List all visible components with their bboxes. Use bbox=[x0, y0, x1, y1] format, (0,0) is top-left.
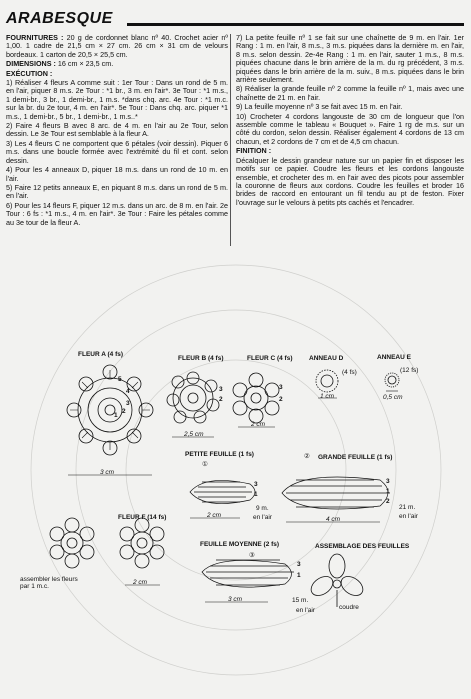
feuille-moyenne-num-3: 3 bbox=[297, 561, 301, 568]
dimensions-text: 16 cm × 23,5 cm. bbox=[55, 59, 114, 69]
fleur-a-num-3: 3 bbox=[126, 400, 130, 407]
anneau-e-dimension: 0,5 cm bbox=[383, 394, 403, 401]
step-4: 4) Pour les 4 anneaux D, piquer 18 m.s. dans un rond de 10 m. en l'air. bbox=[6, 165, 228, 183]
finition-label: FINITION : bbox=[236, 146, 272, 156]
grande-feuille-num-2: 2 bbox=[386, 498, 390, 505]
assembler-fleurs-note: assembler les fleurs par 1 m.c. bbox=[20, 576, 78, 590]
en-lair-label-1: en l'air bbox=[253, 514, 272, 521]
anneau-e-label: ANNEAU E bbox=[377, 354, 411, 361]
fleur-b-dimension: 2,5 cm bbox=[184, 431, 204, 438]
fleur-f-dimension: 2 cm bbox=[133, 579, 148, 586]
grande-feuille-label: GRANDE FEUILLE (1 fs) bbox=[318, 454, 393, 461]
feuille-moyenne-dimension: 3 cm bbox=[228, 596, 243, 603]
anneau-d-diagram bbox=[316, 370, 338, 392]
fleur-b-num-3: 3 bbox=[219, 386, 223, 393]
coudre-label: coudre bbox=[339, 604, 359, 611]
step-7: 7) La petite feuille nº 1 se fait sur une chaînette de 9 m. en l'air. 1er Rang : 1 m. en l'air, 8 m.s., 3 m.s. piquées dans la dernière m. en l'air, 8 m.s. selon dessin. 2e-4e Rang : 1 m. en l'air, sauter 1 m.s., 8 m.s. piquées chacune dans le brin arrière de la m. du rg précédent, 3 m.s. piquées dans le brin arrière de la m. suiv., 8 m.s. piquées dans le brin arrière seulement. bbox=[236, 33, 464, 85]
feuille-moyenne-label: FEUILLE MOYENNE (2 fs) bbox=[200, 541, 280, 548]
step-5: 5) Faire 12 petits anneaux E, en piquant 8 m.s. dans un rond de 5 m. en l'air. bbox=[6, 182, 228, 201]
anneau-d-count: (4 fs) bbox=[342, 369, 357, 376]
fleur-c-num-3: 3 bbox=[279, 384, 283, 391]
fleur-f-label: FLEUR F (14 fs) bbox=[118, 514, 167, 521]
fleur-b-diagram bbox=[167, 372, 219, 423]
fleur-c-diagram bbox=[233, 373, 279, 423]
step-3: 3) Les 4 fleurs C ne comportent que 6 pétales (voir dessin). Piquer 6 m.s. dans une boucle formée avec l'extrémité du fil et cont. selon dessin. bbox=[6, 138, 228, 165]
fleur-c-num-2: 2 bbox=[279, 396, 283, 403]
feuille-moyenne-diagram bbox=[202, 560, 294, 587]
nine-m-label: 9 m. bbox=[256, 505, 269, 512]
fleur-a-num-2: 2 bbox=[122, 408, 126, 415]
step-9: 9) La feuille moyenne nº 3 se fait avec 15 m. en l'air. bbox=[236, 102, 403, 112]
fournitures-text: 20 g de cordonnet blanc nº 40. Crochet acier nº 1,00. 1 cadre de 21,5 cm × 27 cm. 26 cm × 31 cm de velours bordeaux. 1 carton de 20,5 × 25,5 cm. bbox=[6, 33, 228, 59]
petite-feuille-diagram bbox=[190, 480, 255, 503]
feuille-moyenne-number: ③ bbox=[249, 552, 255, 559]
grande-feuille-diagram bbox=[282, 477, 390, 509]
fleur-f-diagram bbox=[50, 518, 164, 568]
en-lair-label-3: en l'air bbox=[296, 607, 315, 614]
petite-feuille-label: PETITE FEUILLE (1 fs) bbox=[185, 451, 254, 458]
step-1: 1) Réaliser 4 fleurs A comme suit : 1er Tour : Dans un rond de 5 m. en l'air, piquer 8 m.s. 2e Tour : *1 br., 3 m. en l'air*. 3e Tour : *1 m.s., 1 demi-br., 3 br., 1 demi-br., 1 m.s. *dans chq. arc. 4e Tour : *1 m.c. sur la br. du 2e tour, 4 m. en l'air*. 5e Tour : Dans chq. arc. piquer *1 m.s., 1 demi-br., 5 br., 1 demi-br., 1 m.s..* bbox=[6, 78, 228, 121]
grande-feuille-dimension: 4 cm bbox=[326, 516, 341, 523]
fleur-c-label: FLEUR C (4 fs) bbox=[247, 355, 293, 362]
fleur-a-num-4: 4 bbox=[126, 388, 130, 395]
fleur-b-label: FLEUR B (4 fs) bbox=[178, 355, 224, 362]
fleur-c-dimension: 2 cm bbox=[251, 421, 266, 428]
fleur-a-diagram bbox=[67, 365, 153, 455]
feuille-moyenne-num-1: 1 bbox=[297, 572, 301, 579]
petite-feuille-number: ① bbox=[202, 461, 208, 468]
fleur-a-label: FLEUR A (4 fs) bbox=[78, 351, 124, 358]
step-10: 10) Crocheter 4 cordons langouste de 30 cm de longueur que l'on assemble comme le tableau « Bouquet ». Faire 1 rg de m.s. sur un côté du cordon, selon dessin. Réaliser également 4 cordons de 13 cm chacun, et 2 cordons de 7 cm et de 4,5 cm chacun. bbox=[236, 111, 464, 146]
fifteen-m-label: 15 m. bbox=[292, 597, 309, 604]
page-title: ARABESQUE bbox=[6, 10, 113, 27]
dimensions-label: DIMENSIONS : bbox=[6, 59, 56, 69]
grande-feuille-number: ② bbox=[304, 453, 310, 460]
fleur-a-dimension: 3 cm bbox=[100, 469, 115, 476]
anneau-e-count: (12 fs) bbox=[400, 367, 419, 374]
execution-label: EXÉCUTION : bbox=[6, 68, 53, 78]
step-6: 6) Pour les 14 fleurs F, piquer 12 m.s. dans un arc. de 8 m. en l'air. 2e Tour : 6 fs : *1 m.s., 4 m. en l'air*. 3e Tour : Faire les pétales comme au 3e tour de la fleur A. bbox=[6, 200, 228, 227]
anneau-e-diagram bbox=[385, 373, 399, 387]
step-8: 8) Réaliser la grande feuille nº 2 comme la feuille nº 1, mais avec une chaînette de 21 m. en l'air. bbox=[236, 84, 464, 102]
en-lair-label-2: en l'air bbox=[399, 513, 418, 520]
fleur-a-num-1: 1 bbox=[114, 412, 118, 419]
petite-feuille-num-1: 1 bbox=[254, 491, 258, 498]
grande-feuille-num-3: 3 bbox=[386, 478, 390, 485]
petite-feuille-dimension: 2 cm bbox=[207, 512, 222, 519]
twentyone-m-label: 21 m. bbox=[399, 504, 416, 511]
finition-text: Décalquer le dessin grandeur nature sur un papier fin et disposer les motifs sur ce papier. Coudre les fleurs et les cordons langouste ensemble, et crocheter des m. en l'air avec des picots pour assembler la couronne de fleurs aux cordons. Coudre les feuilles et broder 16 brides de raccord en entourant un fil tendu au pt de feston. Fixer l'ouvrage sur le velours à petits pts cachés et l'encadrer. bbox=[236, 155, 464, 207]
background-wreath bbox=[31, 265, 441, 675]
fleur-b-num-2: 2 bbox=[219, 396, 223, 403]
grande-feuille-num-1: 1 bbox=[386, 488, 390, 495]
fleur-a-num-5: 5 bbox=[118, 376, 122, 383]
fournitures-label: FOURNITURES : bbox=[6, 33, 64, 42]
petite-feuille-num-3: 3 bbox=[254, 481, 258, 488]
assemblage-label: ASSEMBLAGE DES FEUILLES bbox=[315, 543, 410, 550]
anneau-d-dimension: 1 cm bbox=[320, 393, 335, 400]
step-2: 2) Faire 4 fleurs B avec 8 arc. de 4 m. en l'air au 2e Tour, selon dessin. Le 3e Tour est semblable à la fleur A. bbox=[6, 121, 228, 139]
anneau-d-label: ANNEAU D bbox=[309, 355, 344, 362]
assemblage-diagram bbox=[308, 554, 367, 607]
